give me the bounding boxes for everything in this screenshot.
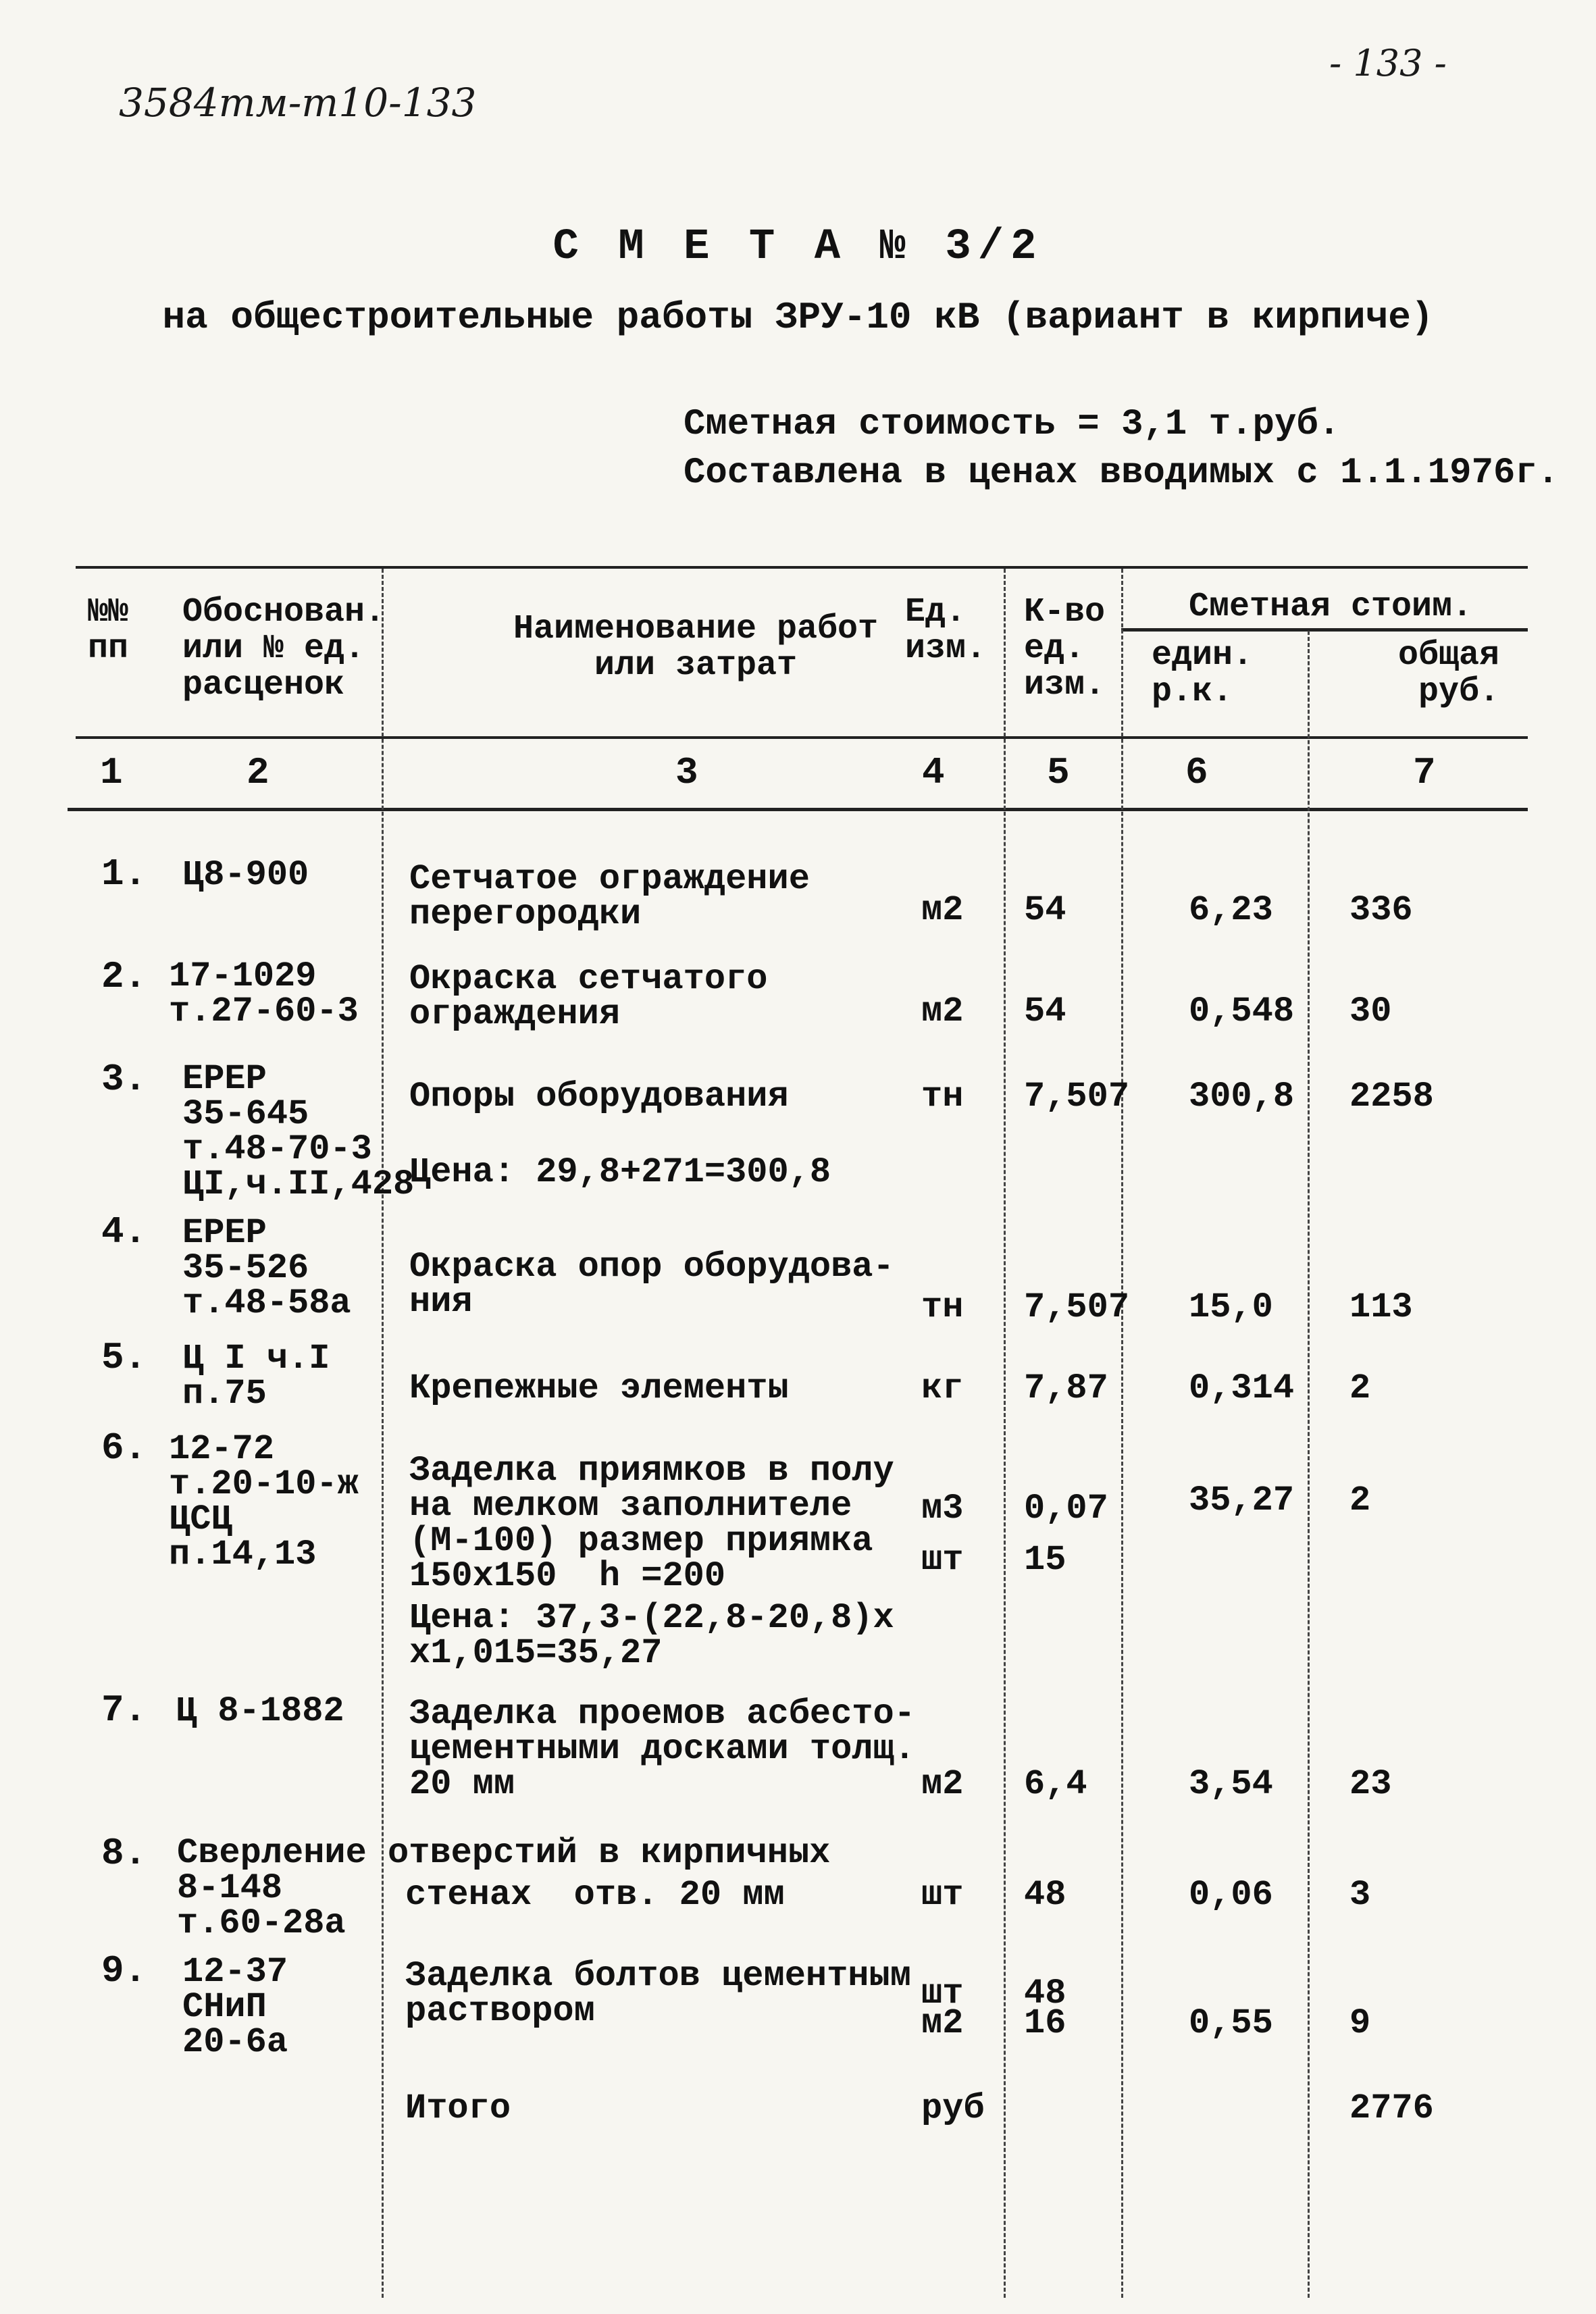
table-row-2-basis: 17-1029 т.27-60-3	[169, 956, 359, 1031]
col-number-3: 3	[675, 751, 698, 794]
table-row-4-total: 113	[1349, 1287, 1413, 1327]
table-row-7-unit: м2	[921, 1764, 964, 1804]
table-row-5-unit: кг	[921, 1368, 964, 1408]
table-row-1-qty: 54	[1024, 890, 1066, 930]
table-row-3-qty: 7,507	[1024, 1077, 1130, 1116]
total-row-label: Итого	[405, 2088, 511, 2128]
page-number: - 133 -	[1329, 42, 1447, 84]
col-header-number: №№ пп	[88, 593, 129, 668]
table-row-4-name: Окраска опор оборудова- ния	[409, 1247, 894, 1322]
table-row-1-total: 336	[1349, 890, 1413, 930]
table-row-6-price-note: Цена: 37,3-(22,8-20,8)х х1,015=35,27	[409, 1598, 894, 1673]
col-header-total: общая руб.	[1398, 636, 1500, 711]
table-row-9-name: Заделка болтов цементным раствором	[405, 1956, 911, 2031]
total-row-unit: руб	[921, 2088, 985, 2128]
table-row-5-price: 0,314	[1189, 1368, 1295, 1408]
table-row-6-unit: м3 шт	[921, 1489, 964, 1580]
table-row-6-basis: 12-72 т.20-10-ж ЦСЦ п.14,13	[169, 1429, 359, 1574]
table-row-3-name: Опоры оборудования	[409, 1077, 789, 1116]
table-row-9-qty: 48 16	[1024, 1974, 1066, 2043]
table-row-2-number: 2.	[101, 955, 147, 998]
table-row-2-name: Окраска сетчатого ограждения	[409, 959, 768, 1034]
table-row-2-total: 30	[1349, 992, 1392, 1031]
col-header-quantity: К-во ед. изм.	[1024, 593, 1106, 704]
table-row-6-total: 2	[1349, 1481, 1371, 1520]
table-row-9-price: 0,55	[1189, 2003, 1273, 2043]
table-row-3-unit: тн	[921, 1077, 964, 1116]
table-row-1-unit: м2	[921, 890, 964, 930]
table-row-4-qty: 7,507	[1024, 1287, 1130, 1327]
document-code: 3584тм-т10-133	[119, 80, 477, 126]
table-row-7-price: 3,54	[1189, 1764, 1273, 1804]
col-divider-6-7	[1308, 631, 1310, 2298]
table-row-7-number: 7.	[101, 1689, 147, 1732]
document-title: С М Е Т А № 3/2	[552, 223, 1044, 272]
table-row-8-basis: Сверление отверстий в кирпичных 8-148 т.60-28а	[177, 1833, 831, 1943]
table-row-8-total: 3	[1349, 1875, 1371, 1915]
table-top-rule	[76, 566, 1528, 569]
table-row-7-qty: 6,4	[1024, 1764, 1087, 1804]
col-header-basis: Обоснован. или № ед. расценок	[182, 593, 386, 704]
table-row-9-total: 9	[1349, 2003, 1371, 2043]
col-number-7: 7	[1413, 751, 1436, 794]
table-row-6-price: 35,27	[1189, 1481, 1295, 1520]
col-divider-4-5	[1004, 569, 1006, 2298]
table-row-2-price: 0,548	[1189, 992, 1295, 1031]
table-row-3-price-note: Цена: 29,8+271=300,8	[409, 1152, 831, 1192]
table-row-9-number: 9.	[101, 1949, 147, 1992]
col-header-work-name: Наименование работ или затрат	[513, 610, 879, 685]
table-row-7-total: 23	[1349, 1764, 1392, 1804]
col-number-6: 6	[1185, 751, 1208, 794]
table-row-9-unit: шт м2	[921, 1974, 964, 2043]
col-divider-2-3	[382, 569, 384, 2298]
table-row-2-unit: м2	[921, 992, 964, 1031]
table-row-4-unit: тн	[921, 1287, 964, 1327]
table-row-8-number: 8.	[101, 1832, 147, 1875]
table-row-8-name: стенах отв. 20 мм	[405, 1875, 785, 1915]
table-row-7-basis: Ц 8-1882	[176, 1691, 344, 1731]
table-row-9-basis: 12-37 СНиП 20-6а	[182, 1952, 288, 2062]
table-row-1-price: 6,23	[1189, 890, 1273, 930]
table-row-1-number: 1.	[101, 852, 147, 896]
table-row-6-qty: 0,07 15	[1024, 1489, 1108, 1580]
table-row-1-name: Сетчатое ограждение перегородки	[409, 859, 810, 934]
table-row-3-number: 3.	[101, 1058, 147, 1101]
col-divider-5-6	[1121, 569, 1123, 2298]
document-subtitle: на общестроительные работы ЗРУ-10 кВ (вариант в кирпиче)	[162, 296, 1434, 339]
table-row-3-basis: ЕРЕР 35-645 т.48-70-3 ЦI,ч.II,428	[182, 1059, 415, 1204]
price-basis: Составлена в ценах вводимых с 1.1.1976г.	[684, 453, 1560, 494]
header-bottom-rule	[76, 736, 1528, 739]
table-row-8-unit: шт	[921, 1875, 964, 1915]
col-header-unit: Ед. изм.	[905, 593, 987, 668]
table-row-5-name: Крепежные элементы	[409, 1368, 789, 1408]
table-row-3-total: 2258	[1349, 1077, 1434, 1116]
col-header-unit-price: един. р.к.	[1152, 636, 1254, 711]
table-row-6-name: Заделка приямков в полу на мелком заполнителе (М-100) размер приямка 150х150 h =200	[409, 1451, 894, 1596]
table-row-7-name: Заделка проемов асбесто- цементными досками толщ. 20 мм	[409, 1694, 915, 1804]
total-row-total: 2776	[1349, 2088, 1434, 2128]
table-row-8-price: 0,06	[1189, 1875, 1273, 1915]
cost-group-rule	[1121, 628, 1528, 632]
col-number-2: 2	[247, 751, 269, 794]
col-header-cost-group: Сметная стоим.	[1188, 588, 1473, 626]
table-row-5-qty: 7,87	[1024, 1368, 1108, 1408]
col-number-4: 4	[922, 751, 945, 794]
table-row-1-basis: Ц8-900	[182, 855, 309, 895]
table-row-5-number: 5.	[101, 1336, 147, 1379]
table-row-4-number: 4.	[101, 1210, 147, 1254]
table-row-5-total: 2	[1349, 1368, 1371, 1408]
table-row-2-qty: 54	[1024, 992, 1066, 1031]
table-row-8-qty: 48	[1024, 1875, 1066, 1915]
table-row-3-price: 300,8	[1189, 1077, 1295, 1116]
table-row-6-number: 6.	[101, 1426, 147, 1470]
estimated-cost: Сметная стоимость = 3,1 т.руб.	[684, 404, 1341, 445]
col-number-1: 1	[100, 751, 123, 794]
table-row-5-basis: Ц I ч.I п.75	[182, 1339, 330, 1414]
col-number-5: 5	[1047, 751, 1070, 794]
table-row-4-basis: ЕРЕР 35-526 т.48-58а	[182, 1213, 351, 1323]
table-row-4-price: 15,0	[1189, 1287, 1273, 1327]
